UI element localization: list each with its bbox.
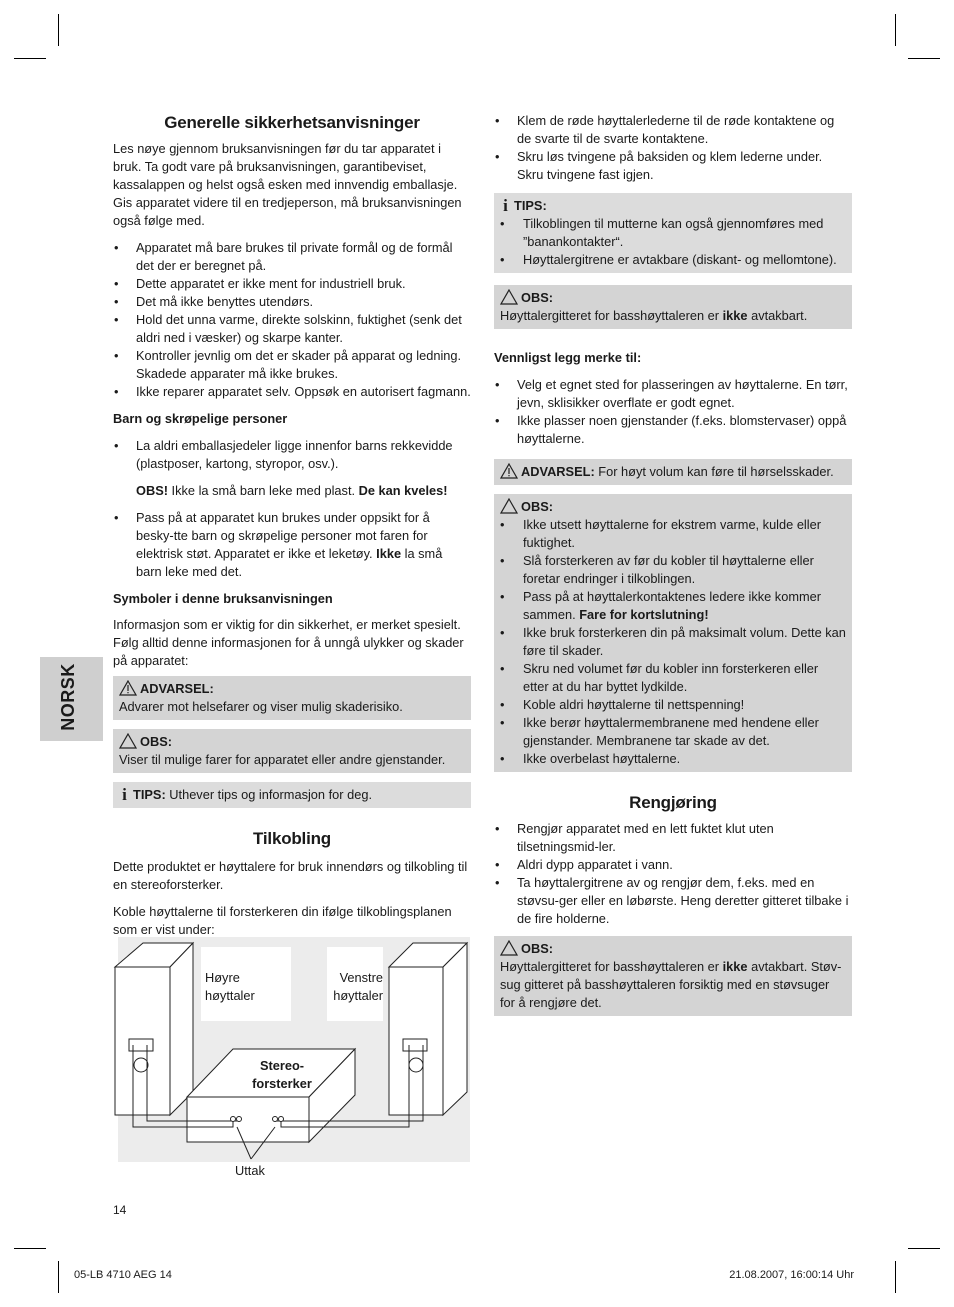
connection-title: Tilkobling xyxy=(253,829,331,848)
list-item: • Slå forsterkeren av før du kobler til høyttalerne eller foretar endringer i tilkoblingen. xyxy=(500,552,846,588)
list-item: • Ikke utsett høyttalerne for ekstrem varme, kulde eller fuktighet. xyxy=(500,516,846,552)
footer-left: 05-LB 4710 AEG 14 xyxy=(74,1269,172,1281)
safety-list xyxy=(113,239,471,401)
symbols-heading: Symboler i denne bruksanvisningen xyxy=(113,591,333,606)
obs-box: OBS: Viser til mulige farer for apparatet eller andre gjenstander. xyxy=(113,729,471,773)
warning-icon xyxy=(119,733,137,749)
list-item: • Skru ned volumet før du kobler inn forsterkeren eller etter at du har byttet lydkilde. xyxy=(500,660,846,696)
list-item: • Ikke berør høyttalermembranene med hendene eller gjenstander. Membranene tar skade av det. xyxy=(500,714,846,750)
page-number: 14 xyxy=(113,1203,127,1217)
warning-icon xyxy=(119,680,137,696)
right-column xyxy=(494,112,852,1016)
left-column xyxy=(113,112,471,939)
connection-diagram xyxy=(113,937,471,1185)
warning-icon xyxy=(500,498,518,514)
list-item: • Aldri dypp apparatet i vann. xyxy=(494,856,852,874)
obs-box: OBS: • Ikke utsett høyttalerne for ekstrem varme, kulde eller fuktighet. • Slå forsterkeren av før du kobler til høyttalerne eller foretar endringer i tilkoblingen. • Pass på at høyttalerkontaktenes ledere ikke kommer sammen. Fare for kortslutning! • Ikke bruk forsterkeren din på maksimalt volum. Dette kan føre til skader. • Skru ned volumet før du kobler inn forsterkeren eller etter at du har byttet lydkilde. • Koble aldri høyttalerne til nettspenning! • Ikke berør høyttalermembranene med hendene eller gjenstander. Membranene tar skade av det. • Ikke overbelast høyttalerne. xyxy=(494,494,852,772)
note-heading: Vennligst legg merke til: xyxy=(494,350,642,365)
speaker-right xyxy=(115,943,193,1115)
tips-box: i TIPS: • Tilkoblingen til mutterne kan også gjennomføres med ”banankontakter“. • Høyttalergitrene er avtakbare (diskant- og mellomtone). xyxy=(494,193,852,273)
children-obs: OBS! Ikke la små barn leke med plast. De kan kveles! xyxy=(136,483,448,498)
list-item: • Koble aldri høyttalerne til nettspenning! xyxy=(500,696,846,714)
list-item: • Kontroller jevnlig om det er skader på apparat og ledning. Skadede apparater må ikke brukes. xyxy=(113,347,471,383)
list-item: • Dette apparatet er ikke ment for industriell bruk. xyxy=(113,275,471,293)
connection-list xyxy=(494,112,852,184)
safety-title: Generelle sikkerhetsanvisninger xyxy=(164,113,420,132)
warning-icon xyxy=(500,463,518,479)
obs-box: OBS: Høyttalergitteret for basshøyttaleren er ikke avtakbart. xyxy=(494,285,852,329)
list-item: • Pass på at apparatet kun brukes under oppsikt for å besky-tte barn og skrøpelige personer mot faren for elektrisk støt. Apparatet er ikke et leketøy. Ikke la små barn leke med det. xyxy=(113,509,471,581)
crop-mark xyxy=(895,1261,896,1293)
children-heading: Barn og skrøpelige personer xyxy=(113,411,288,426)
speaker-left xyxy=(389,943,467,1115)
list-item: • Klem de røde høyttalerlederne til de røde kontaktene og de svarte til de svarte kontaktene. xyxy=(494,112,852,148)
list-item: • Ikke bruk forsterkeren din på maksimalt volum. Dette kan føre til skader. xyxy=(500,624,846,660)
list-item: • Ikke reparer apparatet selv. Oppsøk en autorisert fagmann. xyxy=(113,383,471,401)
cleaning-title: Rengjøring xyxy=(629,793,717,812)
symbols-text: Informasjon som er viktig for din sikkerhet, er merket spesielt. Følg alltid denne informasjonen for å unngå ulykker og skader på apparatet: xyxy=(113,617,464,668)
list-item: • Ta høyttalergitrene av og rengjør dem, f.eks. med en støvsu-ger eller en løbørste. Heng deretter gitteret tilbake i de fire holderne. xyxy=(494,874,852,928)
list-item: • Skru løs tvingene på baksiden og klem lederne under. Skru tvingene fast igjen. xyxy=(494,148,852,184)
list-item: • Velg et egnet sted for plasseringen av høyttalerne. En tørr, jevn, sklisikker overflate er godt egnet. xyxy=(494,376,852,412)
info-icon: i xyxy=(503,196,508,215)
left-speaker-label: Venstre høyttaler xyxy=(333,970,383,1003)
connection-p2: Koble høyttalerne til forsterkeren din ifølge tilkoblingsplanen som er vist under: xyxy=(113,904,452,937)
obs-box: OBS: Høyttalergitteret for basshøyttaleren er ikke avtakbart. Støv-sug gitteret på basshøyttaleren forsiktig med en støvsuger for å rengjøre det. xyxy=(494,936,852,1016)
list-item: • La aldri emballasjedeler ligge innenfor barns rekkevidde (plastposer, kartong, styropor, osv.). xyxy=(113,437,471,473)
crop-mark xyxy=(14,58,46,59)
list-item: • Høyttalergitrene er avtakbare (diskant- og mellomtone). xyxy=(500,251,846,269)
connection-p1: Dette produktet er høyttalere for bruk innendørs og tilkobling til en stereoforsterker. xyxy=(113,859,468,892)
list-item: • Hold det unna varme, direkte solskinn, fuktighet (senk det aldri ned i væsker) og skarpe kanter. xyxy=(113,311,471,347)
crop-mark xyxy=(58,1261,59,1293)
crop-mark xyxy=(908,1248,940,1249)
crop-mark xyxy=(908,58,940,59)
amplifier-label: Stereo-forsterker xyxy=(252,1058,312,1091)
children-list-2 xyxy=(113,509,471,581)
footer-right: 21.08.2007, 16:00:14 Uhr xyxy=(729,1269,854,1281)
crop-mark xyxy=(58,14,59,46)
crop-mark xyxy=(895,14,896,46)
warning-box: ADVARSEL: Advarer mot helsefarer og viser mulig skaderisiko. xyxy=(113,676,471,720)
warning-icon xyxy=(500,289,518,305)
right-speaker-label: Høyre høyttaler xyxy=(205,970,255,1003)
list-item: • Ikke overbelast høyttalerne. xyxy=(500,750,846,768)
list-item: • Apparatet må bare brukes til private formål og de formål det der er beregnet på. xyxy=(113,239,471,275)
output-label: Uttak xyxy=(235,1163,265,1178)
note-list xyxy=(494,376,852,448)
warning-icon xyxy=(500,940,518,956)
cleaning-list xyxy=(494,820,852,928)
tips-box: i TIPS: Uthever tips og informasjon for deg. xyxy=(113,782,471,808)
info-icon: i xyxy=(122,785,127,804)
list-item: • Ikke plasser noen gjenstander (f.eks. blomstervaser) oppå høyttalerne. xyxy=(494,412,852,448)
warning-box: ADVARSEL: For høyt volum kan føre til hørselsskader. xyxy=(494,459,852,485)
safety-intro: Les nøye gjennom bruksanvisningen før du tar apparatet i bruk. Ta godt vare på bruksanvisningen, garantibeviset, kassalappen og helst også esken med innvendig emballasje. Gis apparatet videre til en tredjeperson, må bruksanvisningen også følge med. xyxy=(113,141,462,228)
crop-mark xyxy=(14,1248,46,1249)
children-list xyxy=(113,437,471,473)
list-item: • Rengjør apparatet med en lett fuktet klut uten tilsetningsmid-ler. xyxy=(494,820,852,856)
list-item: • Tilkoblingen til mutterne kan også gjennomføres med ”banankontakter“. xyxy=(500,215,846,251)
list-item: • Det må ikke benyttes utendørs. xyxy=(113,293,471,311)
list-item: • Pass på at høyttalerkontaktenes ledere ikke kommer sammen. Fare for kortslutning! xyxy=(500,588,846,624)
language-tab-label: NORSK xyxy=(58,663,78,731)
